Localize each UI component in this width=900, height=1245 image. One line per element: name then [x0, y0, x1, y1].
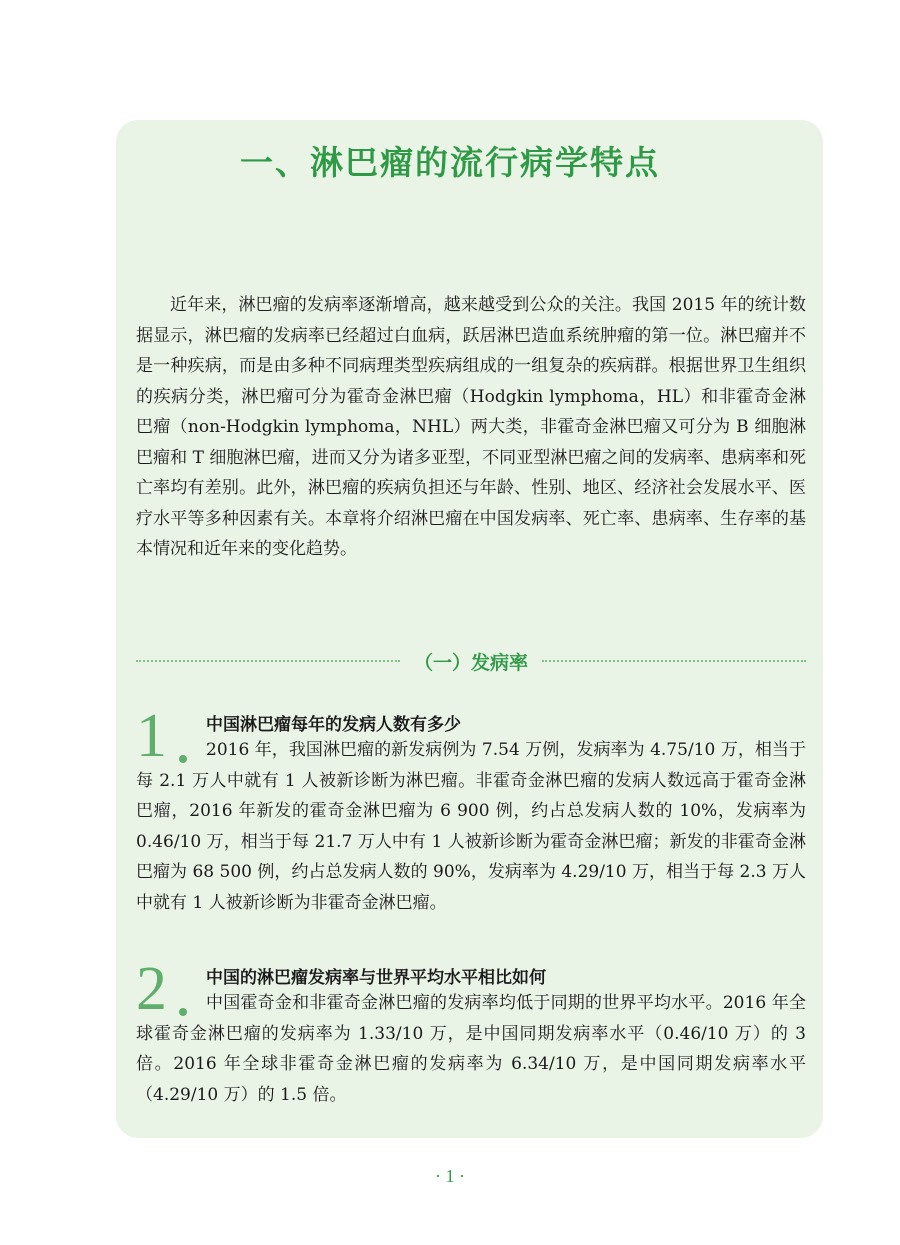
item-heading: 中国的淋巴瘤发病率与世界平均水平相比如何	[206, 968, 546, 988]
item-number: 1	[136, 702, 167, 770]
item-number: 2	[136, 955, 167, 1023]
intro-paragraph: 近年来，淋巴瘤的发病率逐渐增高，越来越受到公众的关注。我国 2015 年的统计数据显示，淋巴瘤的发病率已经超过白血病，跃居淋巴造血系统肿瘤的第一位。淋巴瘤并不是一种疾病，而是由多种不同病理类型疾病组成的一组复杂的疾病群。根据世界卫生组织的疾病分类，淋巴瘤可分为霍奇金淋巴瘤（Hodgkin lymphoma，HL）和非霍奇金淋巴瘤（non-Hodgkin lymphoma，NHL）两大类，非霍奇金淋巴瘤又可分为 B 细胞淋巴瘤和 T 细胞淋巴瘤，进而又分为诸多亚型，不同亚型淋巴瘤之间的发病率、患病率和死亡率均有差别。此外，淋巴瘤的疾病负担还与年龄、性别、地区、经济社会发展水平、医疗水平等多种因素有关。本章将介绍淋巴瘤在中国发病率、死亡率、患病率、生存率的基本情况和近年来的变化趋势。	[136, 295, 806, 559]
dotted-rule-right	[542, 660, 806, 662]
chapter-title: 一、淋巴瘤的流行病学特点	[240, 143, 660, 182]
item-body: 2016 年，我国淋巴瘤的新发病例为 7.54 万例，发病率为 4.75/10 万，相当于每 2.1 万人中就有 1 人被新诊断为淋巴瘤。非霍奇金淋巴瘤的发病人数远高于霍奇金淋巴瘤，2016 年新发的霍奇金淋巴瘤为 6 900 例，约占总发病人数的 10%，发病率为 0.46/10 万，相当于每 21.7 万人中有 1 人被新诊断为霍奇金淋巴瘤；新发的非霍奇金淋巴瘤为 68 500 例，约占总发病人数的 90%，发病率为 4.29/10 万，相当于每 2.3 万人中就有 1 人被新诊断为非霍奇金淋巴瘤。	[136, 740, 806, 913]
section-divider	[136, 646, 806, 676]
section-title: （一）发病率	[414, 651, 529, 674]
item-heading: 中国淋巴瘤每年的发病人数有多少	[206, 715, 461, 735]
dotted-rule-left	[136, 660, 400, 662]
page-number: · 1 ·	[435, 1166, 465, 1186]
item-body: 中国霍奇金和非霍奇金淋巴瘤的发病率均低于同期的世界平均水平。2016 年全球霍奇金淋巴瘤的发病率为 1.33/10 万，是中国同期发病率水平（0.46/10 万）的 3 倍。2016 年全球非霍奇金淋巴瘤的发病率为 6.34/10 万，是中国同期发病率水平（4.29/10 万）的 1.5 倍。	[136, 993, 806, 1105]
